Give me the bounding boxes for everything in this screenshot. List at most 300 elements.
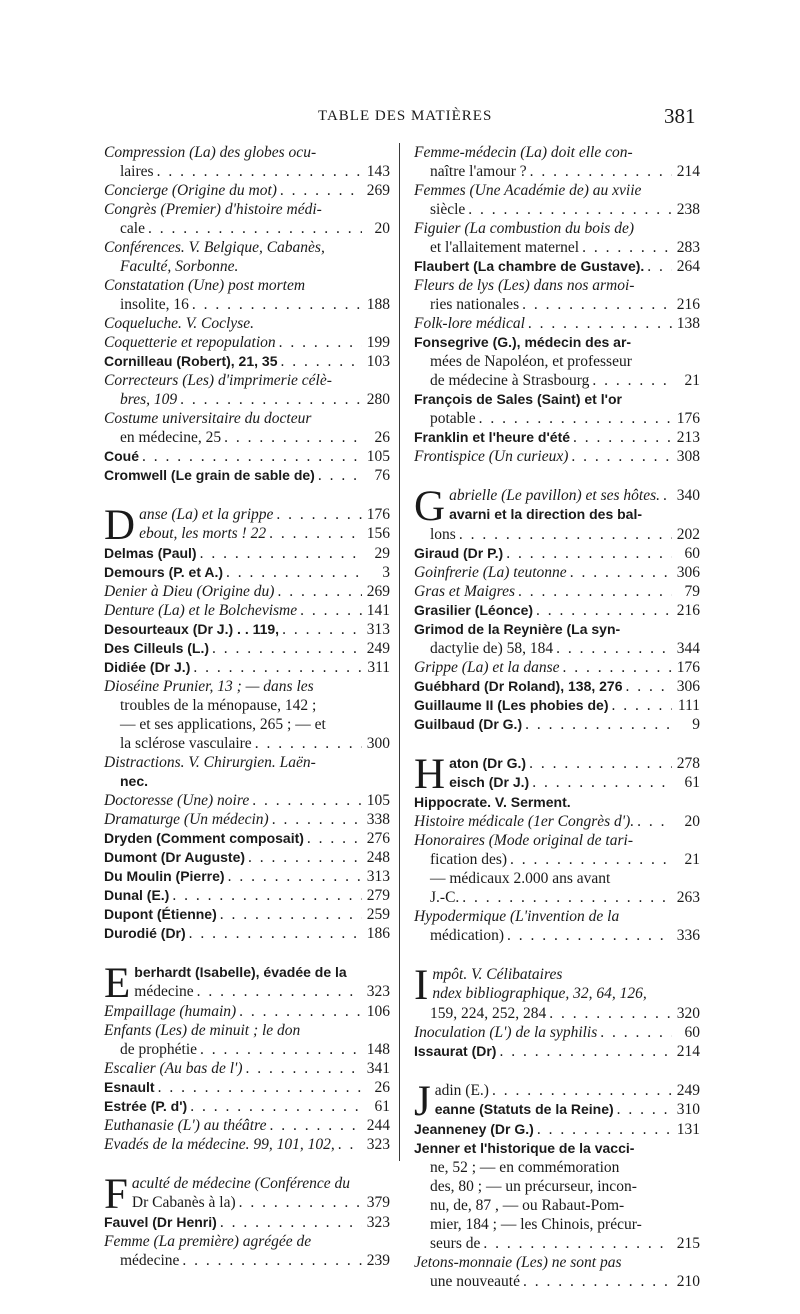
entry-text: Delmas (Paul) bbox=[104, 545, 197, 561]
page-reference: 21 bbox=[684, 851, 700, 868]
entry-line bbox=[104, 848, 390, 867]
entry-line bbox=[449, 486, 700, 505]
section-e bbox=[104, 963, 390, 1154]
entry-text: médication) bbox=[430, 927, 505, 944]
index-entry bbox=[104, 677, 390, 753]
entry-line bbox=[414, 352, 700, 371]
index-entry bbox=[414, 620, 700, 658]
letter-section-start bbox=[104, 1174, 390, 1213]
index-entry bbox=[104, 620, 390, 639]
entry-text: — médicaux 2.000 ans avant bbox=[430, 870, 611, 887]
dot-leader bbox=[277, 352, 362, 371]
entry-text: aton (Dr G.) bbox=[449, 755, 527, 771]
entry-text: Cromwell (Le grain de sable de) bbox=[104, 467, 315, 483]
page-reference: 249 bbox=[676, 1082, 700, 1099]
dot-leader bbox=[459, 888, 672, 907]
index-entry bbox=[414, 582, 700, 601]
entry-line bbox=[104, 371, 390, 390]
dot-leader bbox=[315, 466, 362, 485]
dot-leader bbox=[169, 886, 362, 905]
entry-line bbox=[104, 1040, 390, 1059]
dot-leader bbox=[276, 333, 362, 352]
entry-line bbox=[414, 907, 700, 926]
entry-text: Denier à Dieu (Origine du) bbox=[104, 583, 275, 600]
dot-leader bbox=[579, 238, 672, 257]
dot-leader bbox=[186, 924, 362, 943]
page-reference: 79 bbox=[684, 583, 700, 600]
page-reference: 379 bbox=[366, 1194, 390, 1211]
entry-line bbox=[104, 639, 390, 658]
entry-line bbox=[414, 143, 700, 162]
page-reference: 199 bbox=[366, 334, 390, 351]
dot-leader bbox=[197, 544, 362, 563]
dot-leader bbox=[623, 677, 673, 696]
entry-text: lons bbox=[430, 526, 456, 543]
page-reference: 202 bbox=[676, 526, 700, 543]
drop-cap-letter: J bbox=[414, 1081, 431, 1120]
entry-text: Dramaturge (Un médecin) bbox=[104, 811, 269, 828]
letter-section-start bbox=[104, 963, 390, 1002]
entry-line bbox=[104, 658, 390, 677]
page-reference: 141 bbox=[366, 602, 390, 619]
entry-text: Coué bbox=[104, 448, 139, 464]
dot-leader bbox=[526, 754, 672, 773]
page-reference: 188 bbox=[366, 296, 390, 313]
entry-line bbox=[104, 582, 390, 601]
entry-line bbox=[414, 1272, 700, 1291]
entry-text: eisch (Dr J.) bbox=[449, 774, 530, 790]
entry-line bbox=[104, 1174, 390, 1193]
page-reference: 278 bbox=[676, 755, 700, 772]
dot-leader bbox=[527, 162, 672, 181]
entry-text: Grimod de la Reynière (La syn- bbox=[414, 621, 621, 637]
section-c bbox=[104, 143, 390, 485]
page-reference: 238 bbox=[676, 201, 700, 218]
entry-text: médecine bbox=[120, 1252, 180, 1269]
page-reference: 60 bbox=[684, 545, 700, 562]
entry-text: Goinfrerie (La) teutonne bbox=[414, 564, 567, 581]
entry-text: avarni et la direction des bal- bbox=[449, 506, 643, 522]
drop-cap-letter: D bbox=[104, 505, 136, 544]
dot-leader bbox=[155, 1078, 362, 1097]
index-entry bbox=[104, 829, 390, 848]
dot-leader bbox=[177, 390, 362, 409]
dot-leader bbox=[274, 582, 362, 601]
drop-cap-lines bbox=[414, 486, 700, 524]
entry-text: ne, 52 ; — en commémoration bbox=[430, 1159, 620, 1176]
index-entry bbox=[104, 563, 390, 582]
page-reference: 214 bbox=[676, 163, 700, 180]
entry-line bbox=[414, 295, 700, 314]
entry-text: Costume universitaire du docteur bbox=[104, 410, 312, 427]
entry-text: Guilbaud (Dr G.) bbox=[414, 716, 523, 732]
dot-leader bbox=[644, 257, 672, 276]
entry-text: Conférences. V. Belgique, Cabanès, bbox=[104, 239, 325, 256]
index-entry bbox=[104, 810, 390, 829]
dot-leader bbox=[520, 1272, 672, 1291]
dot-leader bbox=[245, 848, 362, 867]
page-reference: 138 bbox=[676, 315, 700, 332]
entry-text: Distractions. V. Chirurgien. Laën- bbox=[104, 754, 316, 771]
entry-text: Durodié (Dr) bbox=[104, 925, 186, 941]
index-entry bbox=[414, 658, 700, 677]
entry-text: Dioséine Prunier, 13 ; — dans les bbox=[104, 678, 314, 695]
entry-line bbox=[414, 888, 700, 907]
index-entry bbox=[104, 1002, 390, 1021]
section-i bbox=[414, 965, 700, 1061]
entry-line bbox=[414, 639, 700, 658]
entry-line bbox=[414, 984, 700, 1003]
entry-line bbox=[104, 276, 390, 295]
entry-text: Congrès (Premier) d'histoire médi- bbox=[104, 201, 322, 218]
entry-text: des, 80 ; — un précurseur, incon- bbox=[430, 1178, 637, 1195]
entry-line bbox=[104, 924, 390, 943]
entry-line bbox=[139, 524, 390, 543]
index-entry bbox=[104, 314, 390, 333]
entry-line bbox=[414, 257, 700, 276]
entry-line bbox=[104, 1002, 390, 1021]
entry-text: Evadés de la médecine. 99, 101, 102, bbox=[104, 1136, 335, 1153]
page-reference: 279 bbox=[366, 887, 390, 904]
index-entry bbox=[104, 867, 390, 886]
entry-text: Dryden (Comment composait) bbox=[104, 830, 304, 846]
index-entry bbox=[414, 812, 700, 831]
dot-leader bbox=[534, 1120, 672, 1139]
entry-text: Histoire médicale (1er Congrès d'). bbox=[414, 813, 635, 830]
entry-text: Compression (La) des globes ocu- bbox=[104, 144, 317, 161]
page-reference: 26 bbox=[374, 429, 390, 446]
entry-text: Dumont (Dr Auguste) bbox=[104, 849, 246, 865]
entry-line bbox=[414, 850, 700, 869]
page-reference: 216 bbox=[676, 602, 700, 619]
entry-text: en médecine, 25 bbox=[120, 429, 222, 446]
entry-line bbox=[414, 601, 700, 620]
entry-line bbox=[104, 1097, 390, 1116]
page-reference: 306 bbox=[676, 564, 700, 581]
entry-text: Femme (La première) agrégée de bbox=[104, 1233, 312, 1250]
entry-text: laires bbox=[120, 163, 154, 180]
drop-cap-letter: F bbox=[104, 1174, 128, 1213]
dot-leader bbox=[209, 639, 362, 658]
page-reference: 323 bbox=[366, 983, 390, 1000]
section-f-continued bbox=[414, 143, 700, 466]
section-j bbox=[414, 1081, 700, 1291]
index-entry bbox=[414, 677, 700, 696]
entry-line bbox=[414, 525, 700, 544]
entry-line bbox=[104, 428, 390, 447]
page-reference: 264 bbox=[676, 258, 700, 275]
page-reference: 111 bbox=[677, 697, 700, 714]
entry-text: Faculté, Sorbonne. bbox=[120, 258, 239, 275]
entry-line bbox=[104, 753, 390, 772]
dot-leader bbox=[217, 905, 362, 924]
dot-leader bbox=[533, 601, 672, 620]
entry-line bbox=[414, 238, 700, 257]
index-entry bbox=[104, 447, 390, 466]
dot-leader bbox=[145, 219, 362, 238]
entry-line bbox=[104, 829, 390, 848]
dot-leader bbox=[529, 773, 672, 792]
entry-line bbox=[414, 544, 700, 563]
letter-section-start bbox=[414, 1081, 700, 1120]
entry-text: Doctoresse (Une) noire bbox=[104, 792, 250, 809]
entry-line bbox=[104, 1078, 390, 1097]
dot-leader bbox=[304, 829, 362, 848]
page-reference: 103 bbox=[366, 353, 390, 370]
entry-text: Folk-lore médical bbox=[414, 315, 525, 332]
entry-text: Correcteurs (Les) d'imprimerie célè- bbox=[104, 372, 332, 389]
dot-leader bbox=[568, 447, 672, 466]
entry-line bbox=[435, 1100, 700, 1119]
dot-leader bbox=[597, 1023, 672, 1042]
index-entry bbox=[104, 1021, 390, 1059]
page-reference: 269 bbox=[366, 583, 390, 600]
entry-text: Hippocrate. V. Serment. bbox=[414, 794, 571, 810]
dot-leader bbox=[236, 1193, 362, 1212]
section-d bbox=[104, 505, 390, 943]
entry-line bbox=[104, 620, 390, 639]
entry-text: Fauvel (Dr Henri) bbox=[104, 1214, 217, 1230]
dot-leader bbox=[189, 295, 362, 314]
index-entry bbox=[414, 181, 700, 219]
dot-leader bbox=[476, 409, 672, 428]
dot-leader bbox=[297, 601, 362, 620]
index-entry bbox=[104, 276, 390, 314]
page-reference: 60 bbox=[684, 1024, 700, 1041]
index-entry bbox=[414, 831, 700, 907]
page-number: 381 bbox=[664, 104, 696, 128]
entry-text: Femme-médecin (La) doit elle con- bbox=[414, 144, 633, 161]
index-entry bbox=[414, 1139, 700, 1253]
index-entry bbox=[414, 1023, 700, 1042]
entry-line bbox=[414, 715, 700, 734]
dot-leader bbox=[190, 658, 362, 677]
entry-line bbox=[414, 371, 700, 390]
index-entry bbox=[104, 905, 390, 924]
index-entry bbox=[414, 276, 700, 314]
page-reference: 106 bbox=[366, 1003, 390, 1020]
entry-line bbox=[104, 905, 390, 924]
entry-text: seurs de bbox=[430, 1235, 481, 1252]
index-entry bbox=[104, 143, 390, 181]
dot-leader bbox=[139, 447, 362, 466]
entry-text: de médecine à Strasbourg bbox=[430, 372, 590, 389]
page-reference: 259 bbox=[366, 906, 390, 923]
dot-leader bbox=[480, 1234, 672, 1253]
index-entry bbox=[104, 1232, 390, 1270]
running-header: TABLE DES MATIÈRES bbox=[318, 108, 493, 124]
entry-line bbox=[414, 1234, 700, 1253]
entry-text: troubles de la ménopause, 142 ; bbox=[120, 697, 317, 714]
dot-leader bbox=[634, 812, 672, 831]
entry-line bbox=[414, 1120, 700, 1139]
page-reference: 176 bbox=[676, 659, 700, 676]
index-entry bbox=[104, 238, 390, 276]
index-entry bbox=[104, 352, 390, 371]
entry-line bbox=[414, 181, 700, 200]
entry-text: ebout, les morts ! 22 bbox=[139, 525, 267, 542]
entry-text: Guébhard (Dr Roland), 138, 276 bbox=[414, 678, 623, 694]
entry-text: une nouveauté bbox=[430, 1273, 520, 1290]
entry-line bbox=[104, 1232, 390, 1251]
entry-text: de prophétie bbox=[120, 1041, 198, 1058]
dot-leader bbox=[489, 1081, 672, 1100]
dot-leader bbox=[187, 1097, 362, 1116]
page-reference: 283 bbox=[676, 239, 700, 256]
dot-leader bbox=[154, 162, 362, 181]
entry-line bbox=[414, 582, 700, 601]
entry-text: Inoculation (L') de la syphilis bbox=[414, 1024, 598, 1041]
entry-line bbox=[414, 696, 700, 715]
dot-leader bbox=[503, 544, 672, 563]
entry-text: potable bbox=[430, 410, 476, 427]
index-entry bbox=[104, 1059, 390, 1078]
entry-text: naître l'amour ? bbox=[430, 163, 527, 180]
index-entry bbox=[414, 1253, 700, 1291]
entry-text: Franklin et l'heure d'été bbox=[414, 429, 571, 445]
entry-text: Figuier (La combustion du bois de) bbox=[414, 220, 634, 237]
entry-line bbox=[104, 1059, 390, 1078]
entry-line bbox=[414, 926, 700, 945]
drop-cap-letter: G bbox=[414, 486, 446, 525]
dot-leader bbox=[570, 428, 672, 447]
page-reference: 310 bbox=[676, 1101, 700, 1118]
entry-line bbox=[414, 965, 700, 984]
entry-line bbox=[104, 314, 390, 333]
page-reference: 248 bbox=[366, 849, 390, 866]
page-reference: 239 bbox=[366, 1252, 390, 1269]
entry-line bbox=[414, 563, 700, 582]
entry-line bbox=[104, 867, 390, 886]
entry-text: Enfants (Les) de minuit ; le don bbox=[104, 1022, 301, 1039]
entry-line bbox=[414, 1023, 700, 1042]
entry-text: Denture (La) et le Bolchevisme bbox=[104, 602, 298, 619]
entry-text: Fleurs de lys (Les) dans nos armoi- bbox=[414, 277, 635, 294]
index-entry bbox=[104, 181, 390, 200]
entry-line bbox=[104, 352, 390, 371]
index-entry bbox=[414, 525, 700, 544]
dot-leader bbox=[266, 524, 362, 543]
index-entry bbox=[104, 466, 390, 485]
entry-text: 159, 224, 252, 284 bbox=[430, 1005, 547, 1022]
entry-line bbox=[104, 143, 390, 162]
index-entry bbox=[104, 1097, 390, 1116]
entry-text: Dupont (Étienne) bbox=[104, 906, 217, 922]
page-reference: 20 bbox=[684, 813, 700, 830]
entry-line bbox=[414, 869, 700, 888]
entry-line bbox=[414, 276, 700, 295]
dot-leader bbox=[273, 505, 362, 524]
entry-line bbox=[104, 734, 390, 753]
dot-leader bbox=[522, 715, 672, 734]
page-reference: 213 bbox=[676, 429, 700, 446]
page-reference: 269 bbox=[366, 182, 390, 199]
drop-cap-letter: H bbox=[414, 754, 446, 793]
entry-text: Jeanneney (Dr G.) bbox=[414, 1121, 534, 1137]
entry-line bbox=[104, 1135, 390, 1154]
index-column-left bbox=[104, 143, 390, 1270]
page-reference: 338 bbox=[366, 811, 390, 828]
page-reference: 323 bbox=[366, 1214, 390, 1231]
drop-cap-lines bbox=[104, 1174, 390, 1212]
index-entry bbox=[104, 371, 390, 409]
entry-line bbox=[414, 314, 700, 333]
index-entry bbox=[414, 544, 700, 563]
dot-leader bbox=[179, 1251, 362, 1270]
drop-cap-letter: E bbox=[104, 963, 131, 1002]
entry-text: adin (E.) bbox=[434, 1082, 489, 1099]
entry-line bbox=[104, 791, 390, 810]
page-reference: 308 bbox=[676, 448, 700, 465]
entry-text: François de Sales (Saint) et l'or bbox=[414, 391, 622, 407]
entry-text: abrielle (Le pavillon) et ses hôtes. bbox=[449, 487, 660, 504]
entry-text: Honoraires (Mode original de tari- bbox=[414, 832, 633, 849]
dot-leader bbox=[266, 1116, 362, 1135]
dot-leader bbox=[269, 810, 362, 829]
entry-line bbox=[132, 1193, 390, 1212]
entry-text: Desourteaux (Dr J.) . . 119, bbox=[104, 621, 280, 637]
dot-leader bbox=[660, 486, 672, 505]
entry-text: Didiée (Dr J.) bbox=[104, 659, 191, 675]
dot-leader bbox=[546, 1004, 672, 1023]
entry-line bbox=[414, 658, 700, 677]
page-reference: 210 bbox=[676, 1273, 700, 1290]
page-reference: 61 bbox=[684, 774, 700, 791]
dot-leader bbox=[249, 791, 362, 810]
entry-line bbox=[414, 219, 700, 238]
entry-line bbox=[104, 1116, 390, 1135]
entry-line bbox=[104, 219, 390, 238]
entry-line bbox=[104, 295, 390, 314]
dot-leader bbox=[236, 1002, 362, 1021]
page-reference: 263 bbox=[676, 889, 700, 906]
entry-text: Gras et Maigres bbox=[414, 583, 516, 600]
entry-text: Grasilier (Léonce) bbox=[414, 602, 534, 618]
dot-leader bbox=[223, 563, 362, 582]
index-entry bbox=[414, 1042, 700, 1061]
page-reference: 214 bbox=[676, 1043, 700, 1060]
entry-text: Femmes (Une Académie de) au xviie bbox=[414, 182, 642, 199]
page-reference: 306 bbox=[676, 678, 700, 695]
page-reference: 300 bbox=[366, 735, 390, 752]
page-reference: 344 bbox=[676, 640, 700, 657]
dot-leader bbox=[279, 620, 362, 639]
index-entry bbox=[104, 601, 390, 620]
entry-line bbox=[134, 982, 390, 1001]
entry-text: Des Cilleuls (L.) bbox=[104, 640, 210, 656]
entry-line bbox=[104, 409, 390, 428]
dot-leader bbox=[589, 371, 672, 390]
entry-text: Fonsegrive (G.), médecin des ar- bbox=[414, 334, 632, 350]
index-entry bbox=[414, 601, 700, 620]
index-entry bbox=[414, 390, 700, 428]
dot-leader bbox=[496, 1042, 672, 1061]
page-reference: 105 bbox=[366, 792, 390, 809]
index-entry bbox=[104, 1116, 390, 1135]
entry-line bbox=[414, 390, 700, 409]
dot-leader bbox=[242, 1059, 362, 1078]
entry-text: cale bbox=[120, 220, 145, 237]
page-reference: 280 bbox=[366, 391, 390, 408]
index-entry bbox=[414, 696, 700, 715]
index-entry bbox=[414, 793, 700, 812]
entry-text: eanne (Statuts de la Reine) bbox=[434, 1101, 614, 1117]
dot-leader bbox=[335, 1135, 362, 1154]
dot-leader bbox=[465, 200, 672, 219]
entry-text: insolite, 16 bbox=[120, 296, 189, 313]
entry-line bbox=[104, 1251, 390, 1270]
drop-cap-lines bbox=[414, 965, 700, 1003]
